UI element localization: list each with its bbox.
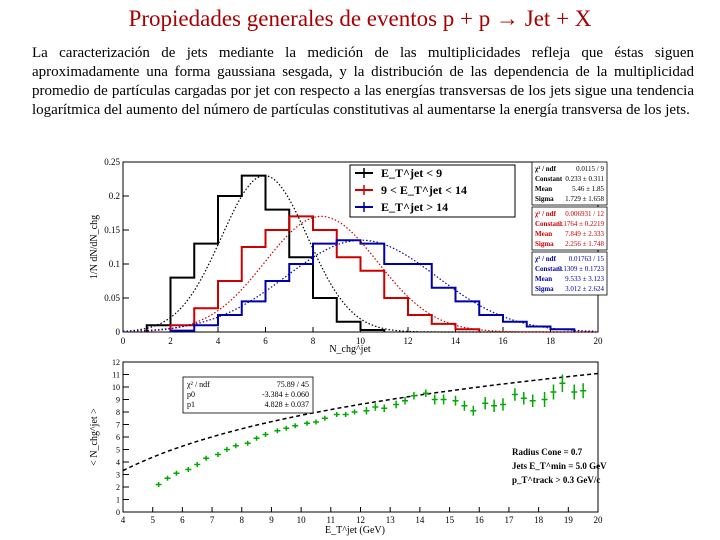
x-tick-label: 2 bbox=[168, 336, 173, 346]
x-tick-label: 10 bbox=[356, 336, 365, 346]
y-tick-label: 8 bbox=[116, 408, 120, 417]
x-tick-label: 14 bbox=[451, 336, 460, 346]
y-tick-label: 7 bbox=[116, 420, 120, 430]
data-point bbox=[530, 395, 536, 408]
stats-label: Sigma bbox=[535, 285, 554, 293]
legend-entry-high: E_T^jet > 14 bbox=[381, 200, 449, 214]
data-point bbox=[393, 401, 399, 409]
stats-value: 0.006931 / 12 bbox=[565, 210, 604, 218]
data-point bbox=[491, 400, 497, 413]
fit-stats-value: -3.384 ± 0.060 bbox=[261, 390, 309, 399]
x-tick-label: 4 bbox=[215, 336, 221, 346]
annotation-line: Radius Cone = 0.7 bbox=[512, 447, 583, 457]
y-tick-label: 6 bbox=[116, 433, 120, 442]
y-tick-label: 1 bbox=[116, 495, 120, 505]
stats-label: Constant bbox=[535, 220, 563, 228]
fit-stats-value: 75.89 / 45 bbox=[276, 380, 309, 389]
data-point bbox=[512, 388, 518, 401]
y-tick-label: 2 bbox=[116, 483, 120, 492]
scatter-stats bbox=[183, 377, 313, 413]
data-point bbox=[165, 476, 171, 481]
stats-value: 9.533 ± 3.123 bbox=[565, 275, 604, 283]
data-point bbox=[173, 471, 179, 476]
x-tick-label: 14 bbox=[415, 515, 425, 525]
x-tick-label: 10 bbox=[296, 515, 306, 525]
scatter-x-label: E_T^jet (GeV) bbox=[325, 525, 385, 536]
data-point bbox=[245, 441, 251, 446]
stats-value: 0.1309 ± 0.1723 bbox=[558, 265, 604, 273]
data-point bbox=[500, 398, 506, 411]
histogram-x-label: N_chg^jet bbox=[329, 344, 371, 355]
x-tick-label: 11 bbox=[326, 515, 336, 525]
x-tick-label: 12 bbox=[403, 336, 413, 346]
data-point bbox=[263, 432, 269, 437]
x-tick-label: 20 bbox=[593, 515, 603, 525]
data-point bbox=[411, 392, 417, 400]
x-tick-label: 17 bbox=[504, 515, 514, 525]
histogram-legend bbox=[350, 165, 515, 217]
data-point bbox=[423, 390, 429, 398]
data-point bbox=[274, 428, 280, 433]
data-point bbox=[194, 462, 200, 467]
data-point bbox=[215, 452, 221, 457]
data-point bbox=[352, 410, 358, 415]
x-tick-label: 8 bbox=[239, 515, 244, 525]
x-tick-label: 6 bbox=[263, 336, 268, 346]
annotation-line: p_T^track > 0.3 GeV/c bbox=[512, 475, 601, 485]
stats-label: χ² / ndf bbox=[535, 210, 556, 218]
x-tick-label: 8 bbox=[310, 336, 316, 346]
body-paragraph: La caracterización de jets mediante la medición de las multiplicidades refleja que éstas siguen aproximadamente una forma gaussiana sesgada, y la distribución de las dependencia de la multiplicidad promedio de partículas cargadas por jet con respecto a las energías transversas de los jets sigue una tendencia logarítmica del aumento del número de partículas constitutivas al aumentarse la energía transversa de los jets. bbox=[32, 45, 694, 118]
data-point bbox=[550, 385, 556, 400]
data-point bbox=[542, 392, 548, 407]
y-tick-label: 5 bbox=[116, 445, 120, 455]
data-point bbox=[322, 416, 328, 421]
y-tick-label: 3 bbox=[116, 470, 120, 480]
legend-entry-low: E_T^jet < 9 bbox=[381, 166, 443, 180]
y-tick-label: 10 bbox=[112, 383, 120, 392]
x-tick-label: 4 bbox=[120, 515, 126, 525]
y-tick-label: 4 bbox=[116, 458, 120, 467]
stats-label: Mean bbox=[535, 230, 553, 238]
y-tick-label: 12 bbox=[112, 358, 120, 367]
x-tick-label: 12 bbox=[356, 515, 365, 525]
data-point bbox=[224, 447, 230, 452]
data-point bbox=[580, 383, 586, 398]
fit-stats-label: p0 bbox=[187, 390, 195, 399]
data-point bbox=[283, 426, 289, 431]
x-tick-label: 16 bbox=[474, 515, 484, 525]
data-point bbox=[461, 401, 467, 411]
data-point bbox=[334, 412, 340, 417]
data-point bbox=[441, 395, 447, 405]
x-tick-label: 7 bbox=[209, 515, 215, 525]
mean-multiplicity-plot bbox=[85, 357, 610, 537]
stats-value: 1.729 ± 1.658 bbox=[565, 195, 604, 203]
data-point bbox=[185, 467, 191, 472]
fit-stats-label: χ² / ndf bbox=[187, 380, 210, 389]
data-point bbox=[292, 423, 298, 428]
x-tick-label: 20 bbox=[593, 336, 603, 346]
histogram-series-2 bbox=[171, 240, 575, 332]
x-tick-label: 19 bbox=[563, 515, 573, 525]
histogram-series-1 bbox=[171, 216, 480, 332]
stats-value: 3.012 ± 2.624 bbox=[565, 285, 604, 293]
stats-value: 0.1764 ± 0.2219 bbox=[558, 220, 604, 228]
stats-label: Mean bbox=[535, 185, 553, 193]
stats-value: 0.233 ± 0.311 bbox=[565, 175, 604, 183]
y-tick-label: 0.05 bbox=[104, 293, 120, 303]
scatter-annotations bbox=[512, 447, 607, 485]
x-tick-label: 0 bbox=[120, 336, 126, 346]
stats-value: 7.849 ± 2.333 bbox=[565, 230, 604, 238]
fit-stats-label: p1 bbox=[187, 400, 195, 409]
stats-value: 0.0115 / 9 bbox=[576, 165, 604, 173]
data-point bbox=[453, 396, 459, 406]
data-point bbox=[571, 385, 577, 400]
stats-label: Mean bbox=[535, 275, 553, 283]
y-tick-label: 0.25 bbox=[104, 157, 120, 167]
x-tick-label: 6 bbox=[180, 515, 185, 525]
data-point bbox=[482, 397, 488, 410]
data-point bbox=[381, 405, 387, 413]
y-tick-label: 11 bbox=[112, 370, 120, 380]
x-tick-label: 16 bbox=[498, 336, 508, 346]
data-point bbox=[521, 392, 527, 405]
y-tick-label: 9 bbox=[116, 395, 120, 405]
stats-label: Sigma bbox=[535, 195, 554, 203]
x-tick-label: 18 bbox=[534, 515, 544, 525]
stats-label: Constant bbox=[535, 265, 563, 273]
multiplicity-histogram bbox=[85, 157, 610, 357]
data-point bbox=[203, 456, 209, 461]
stats-value: 2.256 ± 1.748 bbox=[565, 240, 604, 248]
stats-value: 5.46 ± 1.85 bbox=[572, 185, 604, 193]
legend-entry-mid: 9 < E_T^jet < 14 bbox=[381, 183, 467, 197]
y-tick-label: 0.1 bbox=[108, 259, 120, 269]
y-tick-label: 0.15 bbox=[104, 225, 120, 235]
data-point bbox=[363, 407, 369, 415]
y-tick-label: 0 bbox=[115, 327, 120, 337]
y-tick-label: 0 bbox=[116, 508, 120, 517]
histogram-series-0 bbox=[147, 176, 385, 332]
fit-stats-value: 4.828 ± 0.037 bbox=[264, 400, 309, 409]
stats-value: 0.01763 / 15 bbox=[568, 255, 604, 263]
data-point bbox=[304, 421, 310, 426]
data-point bbox=[313, 420, 319, 425]
stats-label: Constant bbox=[535, 175, 563, 183]
data-point bbox=[254, 436, 260, 441]
histogram-y-label: 1/N dN/dN_chg bbox=[89, 214, 100, 280]
data-point bbox=[343, 412, 349, 417]
stats-label: Sigma bbox=[535, 240, 554, 248]
scatter-y-label: < N_chg^jet > bbox=[89, 408, 100, 466]
histogram-stats bbox=[532, 162, 607, 295]
stats-label: χ² / ndf bbox=[535, 165, 556, 173]
slide-title: Propiedades generales de eventos p + p → Jet + X bbox=[128, 6, 592, 31]
data-point bbox=[156, 482, 162, 487]
x-tick-label: 13 bbox=[385, 515, 395, 525]
data-point bbox=[233, 443, 239, 448]
annotation-line: Jets E_T^min = 5.0 GeV bbox=[512, 461, 607, 471]
data-point bbox=[432, 395, 438, 405]
y-tick-label: 0.2 bbox=[108, 191, 120, 201]
x-tick-label: 18 bbox=[546, 336, 555, 346]
x-tick-label: 9 bbox=[269, 515, 274, 525]
x-tick-label: 15 bbox=[445, 515, 455, 525]
data-point bbox=[372, 403, 378, 411]
x-tick-label: 5 bbox=[150, 515, 155, 525]
stats-label: χ² / ndf bbox=[535, 255, 556, 263]
data-point bbox=[470, 406, 476, 416]
